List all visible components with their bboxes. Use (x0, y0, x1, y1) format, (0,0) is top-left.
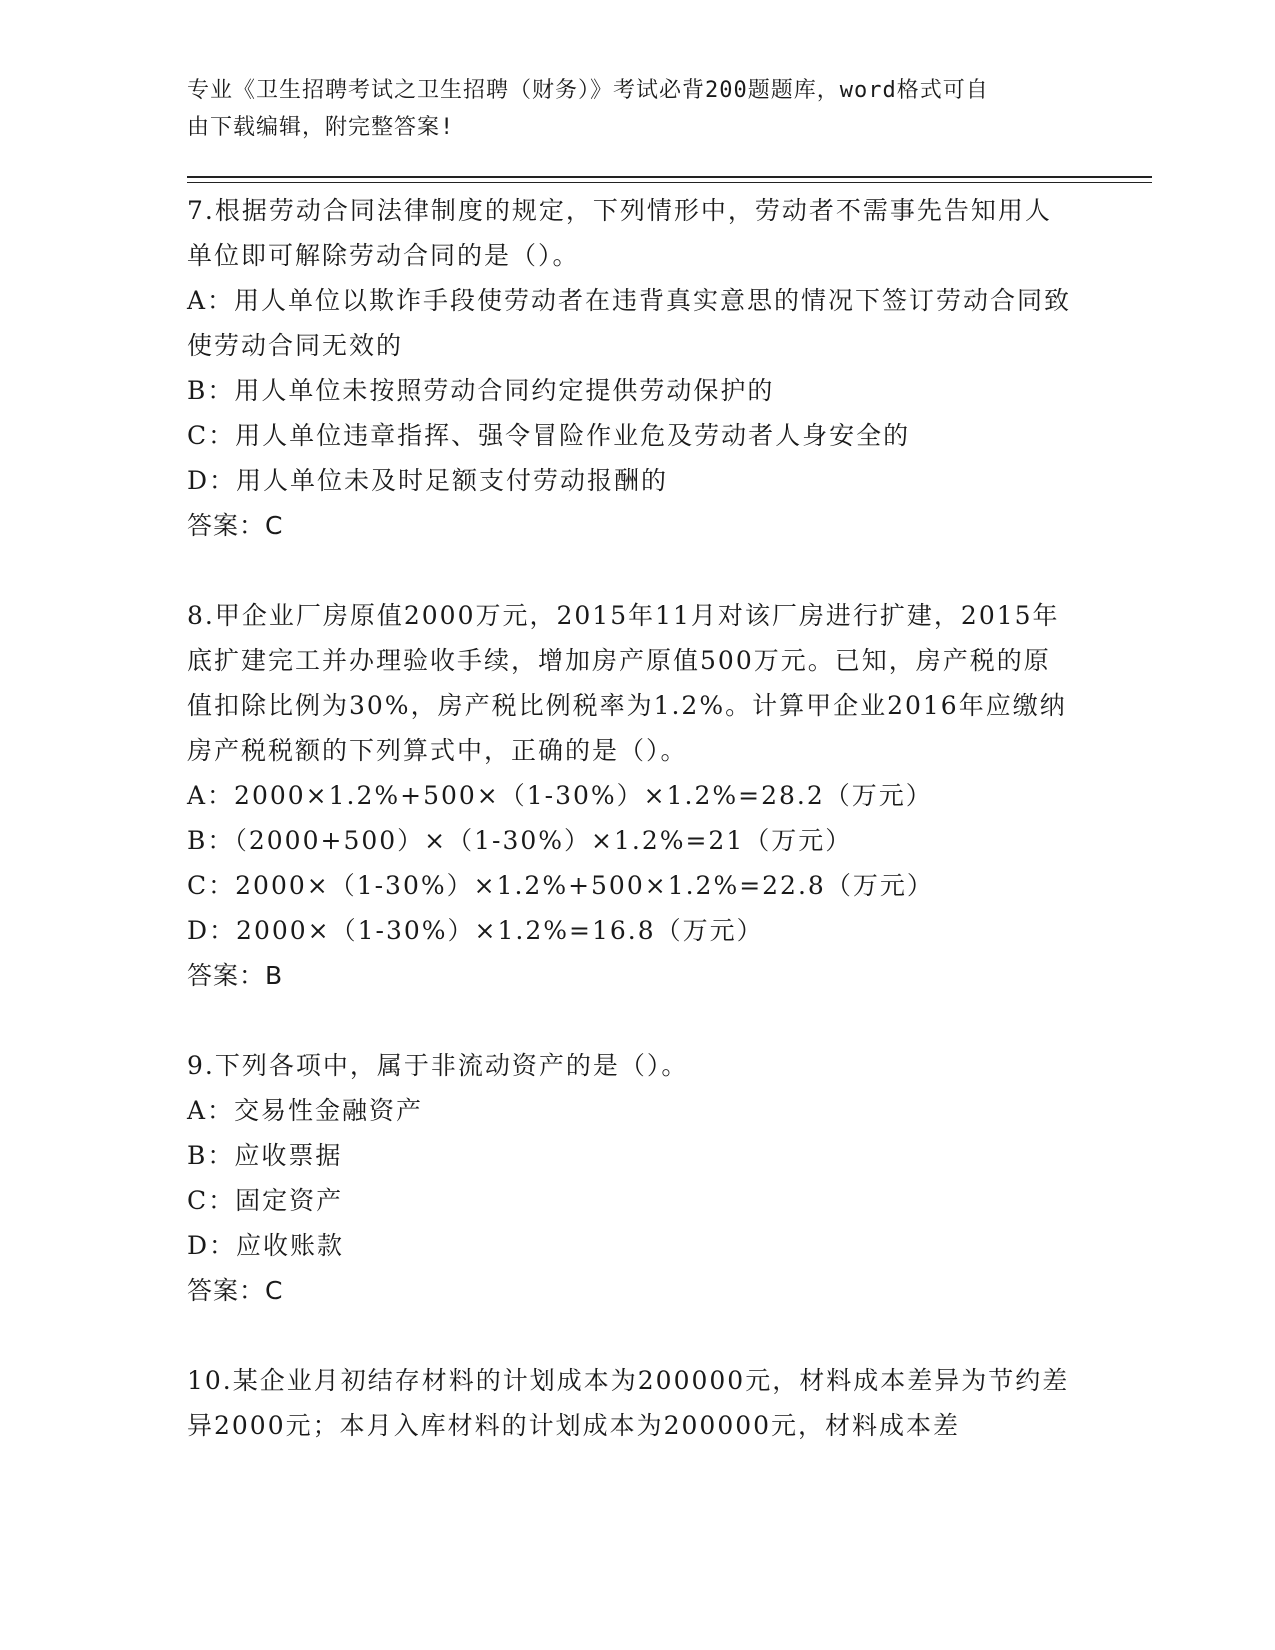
option-b: B：应收票据 (187, 1141, 343, 1170)
option-c: C：2000×（1-30%）×1.2%+500×1.2%=22.8（万元） (187, 871, 934, 900)
answer-line: 答案：B (187, 961, 284, 990)
question-stem: 9.下列各项中，属于非流动资产的是（）。 (187, 1051, 689, 1080)
question-stem: 10.某企业月初结存材料的计划成本为200000元，材料成本差异为节约差异2000元；本月入库材料的计划成本为200000元，材料成本差 (187, 1366, 1070, 1440)
option-d: D：用人单位未及时足额支付劳动报酬的 (187, 466, 669, 495)
question-stem: 8.甲企业厂房原值2000万元，2015年11月对该厂房进行扩建，2015年底扩建完工并办理验收手续，增加房产原值500万元。已知，房产税的原值扣除比例为30%，房产税比例税率为1.2%。计算甲企业2016年应缴纳房产税税额的下列算式中，正确的是（）。 (187, 601, 1067, 765)
option-d: D：2000×（1-30%）×1.2%=16.8（万元） (187, 916, 764, 945)
header-line-1: 专业《卫生招聘考试之卫生招聘（财务）》考试必背200题题库，word格式可自 (187, 78, 989, 103)
option-b: B：用人单位未按照劳动合同约定提供劳动保护的 (187, 376, 775, 405)
question-10 (187, 1358, 1077, 1448)
option-a: A：用人单位以欺诈手段使劳动者在违背真实意思的情况下签订劳动合同致使劳动合同无效的 (187, 286, 1072, 360)
question-9 (187, 1043, 1077, 1313)
header-divider-thin (187, 182, 1152, 183)
spacer (187, 548, 1077, 593)
question-8 (187, 593, 1077, 998)
spacer (187, 998, 1077, 1043)
spacer (187, 1313, 1077, 1358)
header-line-2: 由下载编辑，附完整答案! (187, 115, 455, 140)
option-b: B：（2000+500）×（1-30%）×1.2%=21（万元） (187, 826, 853, 855)
option-a: A：交易性金融资产 (187, 1096, 424, 1125)
option-c: C：固定资产 (187, 1186, 344, 1215)
header-divider-thick (187, 176, 1152, 178)
answer-line: 答案：C (187, 1276, 284, 1305)
option-c: C：用人单位违章指挥、强令冒险作业危及劳动者人身安全的 (187, 421, 911, 450)
question-stem: 7.根据劳动合同法律制度的规定，下列情形中，劳动者不需事先告知用人单位即可解除劳动合同的是（）。 (187, 196, 1052, 270)
document-header (187, 72, 1067, 146)
question-7 (187, 188, 1077, 548)
question-list (187, 188, 1077, 1448)
answer-line: 答案：C (187, 511, 284, 540)
option-a: A：2000×1.2%+500×（1-30%）×1.2%=28.2（万元） (187, 781, 933, 810)
option-d: D：应收账款 (187, 1231, 345, 1260)
